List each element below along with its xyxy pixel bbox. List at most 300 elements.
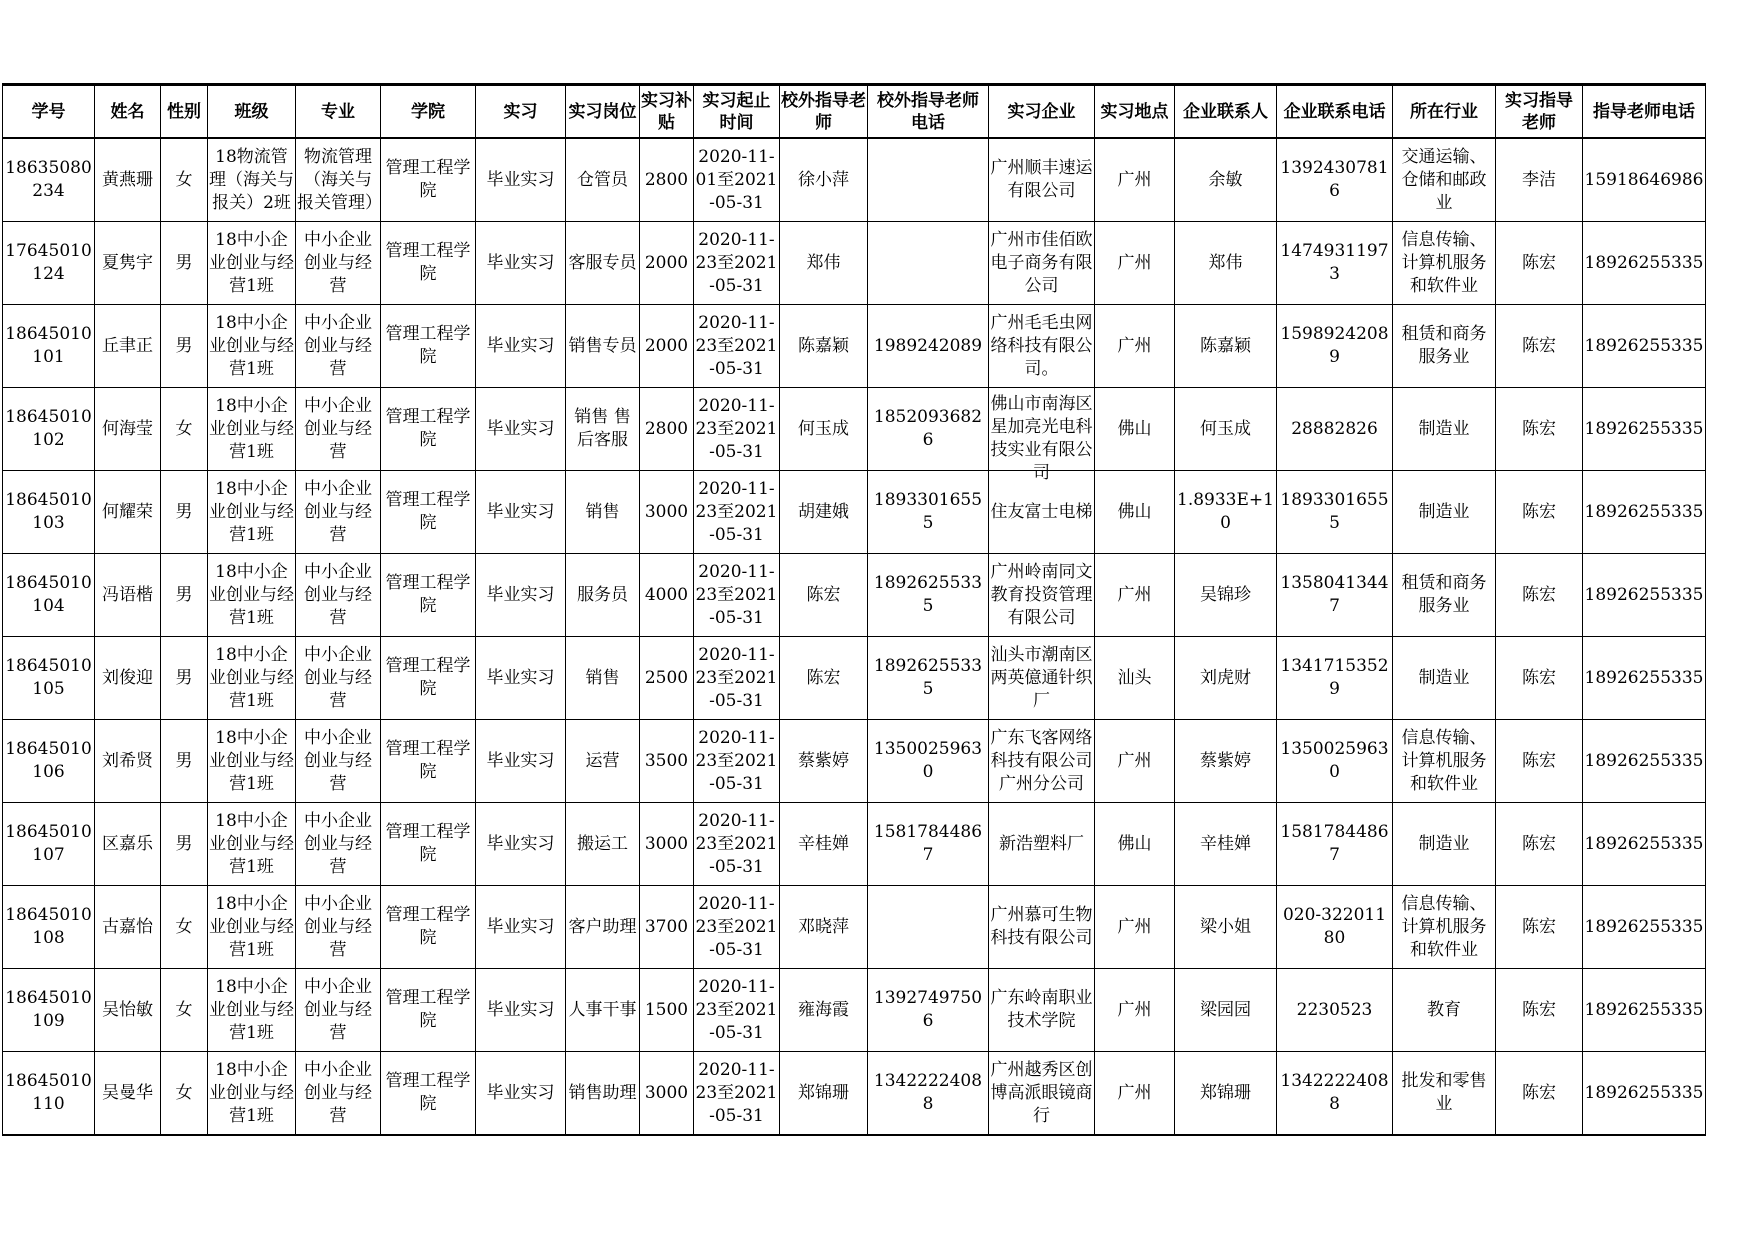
cell-text: 信息传输、计算机服务和软件业 [1401, 893, 1487, 960]
cell-subsidy [640, 222, 694, 305]
cell-external-mentor-phone [868, 138, 989, 222]
cell-mentor-phone [1583, 222, 1706, 305]
cell-text: 18中小企业创业与经营1班 [209, 1059, 294, 1126]
cell-text: 14749311973 [1280, 241, 1389, 284]
cell-location [1095, 388, 1175, 471]
table-row [3, 222, 1706, 305]
cell-text: 18926255335 [1584, 252, 1704, 273]
cell-text: 2020-11-23至2021-05-31 [695, 644, 778, 711]
cell-period [694, 554, 780, 637]
cell-company-phone [1277, 720, 1393, 803]
cell-class [208, 886, 296, 969]
cell-college [381, 720, 476, 803]
cell-text: 2230523 [1296, 999, 1373, 1020]
cell-company-contact [1175, 969, 1277, 1052]
col-period: 实习起止时间 [694, 85, 780, 139]
cell-text: 管理工程学院 [385, 573, 471, 616]
cell-text: 批发和零售业 [1401, 1071, 1487, 1114]
cell-text: 1989242089 [873, 335, 983, 356]
cell-text: 广州 [1117, 999, 1152, 1020]
cell-text: 管理工程学院 [385, 407, 471, 450]
cell-text: 18物流管理（海关与报关）2班 [209, 146, 294, 213]
cell-text: 18645010101 [5, 324, 92, 367]
cell-subsidy [640, 720, 694, 803]
cell-student-id [3, 138, 95, 222]
header-row [3, 85, 1706, 139]
cell-class [208, 388, 296, 471]
cell-subsidy [640, 637, 694, 720]
cell-text: 毕业实习 [486, 252, 555, 273]
col-external-mentor-phone: 校外指导老师电话 [868, 85, 989, 139]
table-row [3, 471, 1706, 554]
col-company-phone: 企业联系电话 [1277, 85, 1393, 139]
cell-company-contact [1175, 138, 1277, 222]
cell-text: 郑锦珊 [1200, 1082, 1251, 1103]
cell-text: 管理工程学院 [385, 490, 471, 533]
cell-text: 信息传输、计算机服务和软件业 [1401, 229, 1487, 296]
table-row [3, 720, 1706, 803]
cell-student-id [3, 471, 95, 554]
cell-text: 18933016555 [1280, 490, 1389, 533]
cell-text: 毕业实习 [486, 999, 555, 1020]
cell-text: 何玉成 [1200, 418, 1251, 439]
cell-text: 刘希贤 [102, 750, 153, 771]
cell-subsidy [640, 471, 694, 554]
cell-period [694, 138, 780, 222]
cell-text: 郑锦珊 [798, 1082, 849, 1103]
cell-text: 毕业实习 [486, 501, 555, 522]
cell-mentor [1496, 554, 1583, 637]
cell-text: 陈宏 [1522, 750, 1556, 771]
cell-position [566, 803, 640, 886]
cell-internship [476, 969, 566, 1052]
cell-text: 陈宏 [1522, 584, 1556, 605]
cell-text: 蔡紫婷 [798, 750, 849, 771]
col-industry: 所在行业 [1393, 85, 1496, 139]
cell-text: 新浩塑料厂 [999, 833, 1084, 854]
cell-company-phone [1277, 471, 1393, 554]
cell-text: 郑伟 [806, 252, 841, 273]
cell-period [694, 803, 780, 886]
cell-text: 中小企业创业与经营 [304, 976, 372, 1043]
cell-text: 吴曼华 [102, 1082, 153, 1103]
cell-text: 2020-11-23至2021-05-31 [695, 976, 778, 1043]
cell-text: 客户助理 [568, 916, 637, 937]
cell-company [989, 138, 1095, 222]
cell-text: 17645010124 [5, 241, 92, 284]
cell-text: 毕业实习 [486, 335, 555, 356]
cell-text: 中小企业创业与经营 [304, 810, 372, 877]
cell-class [208, 222, 296, 305]
cell-external-mentor [780, 886, 868, 969]
cell-position [566, 720, 640, 803]
cell-internship [476, 222, 566, 305]
cell-text: 广州 [1117, 252, 1152, 273]
cell-text: 15817844867 [1280, 822, 1389, 865]
cell-external-mentor [780, 305, 868, 388]
cell-external-mentor [780, 803, 868, 886]
cell-college [381, 1052, 476, 1136]
cell-position [566, 388, 640, 471]
col-internship: 实习 [476, 85, 566, 139]
cell-mentor-phone [1583, 1052, 1706, 1136]
cell-text: 管理工程学院 [385, 739, 471, 782]
cell-internship [476, 1052, 566, 1136]
cell-college [381, 305, 476, 388]
cell-text: 2020-11-23至2021-05-31 [695, 727, 778, 794]
cell-name [95, 1052, 161, 1136]
cell-company [989, 305, 1095, 388]
col-student-id: 学号 [3, 85, 95, 139]
cell-text: 广州 [1117, 750, 1152, 771]
cell-text: 男 [175, 335, 193, 356]
cell-text: 毕业实习 [486, 916, 555, 937]
cell-text: 毕业实习 [486, 750, 555, 771]
cell-mentor [1496, 803, 1583, 886]
col-college: 学院 [381, 85, 476, 139]
cell-text: 18中小企业创业与经营1班 [209, 561, 294, 628]
cell-class [208, 305, 296, 388]
cell-period [694, 637, 780, 720]
cell-position [566, 305, 640, 388]
cell-major [296, 388, 381, 471]
cell-text: 2020-11-23至2021-05-31 [695, 229, 778, 296]
cell-text: 销售助理 [568, 1082, 637, 1103]
table-row [3, 803, 1706, 886]
cell-company-contact [1175, 554, 1277, 637]
cell-class [208, 471, 296, 554]
cell-text: 汕头 [1117, 667, 1152, 688]
cell-subsidy [640, 886, 694, 969]
cell-text: 陈宏 [1522, 1082, 1556, 1103]
cell-text: 陈宏 [1522, 916, 1556, 937]
cell-mentor-phone [1583, 138, 1706, 222]
cell-location [1095, 803, 1175, 886]
cell-text: 陈宏 [806, 667, 841, 688]
cell-text: 18645010109 [5, 988, 92, 1031]
cell-company-phone [1277, 138, 1393, 222]
cell-company [989, 720, 1095, 803]
cell-class [208, 138, 296, 222]
cell-text: 刘虎财 [1200, 667, 1251, 688]
cell-text: 男 [175, 501, 193, 522]
cell-text: 18中小企业创业与经营1班 [209, 976, 294, 1043]
cell-text: 男 [175, 750, 193, 771]
cell-text: 中小企业创业与经营 [304, 893, 372, 960]
cell-text: 运营 [585, 750, 620, 771]
col-company: 实习企业 [989, 85, 1095, 139]
cell-text: 中小企业创业与经营 [304, 395, 372, 462]
cell-company-phone [1277, 222, 1393, 305]
cell-industry [1393, 637, 1496, 720]
cell-text: 2000 [644, 335, 689, 356]
cell-text: 销售 售后客服 [574, 407, 631, 450]
cell-external-mentor-phone [868, 305, 989, 388]
cell-text: 18520936826 [873, 407, 983, 450]
cell-text: 汕头市潮南区两英億通针织厂 [990, 644, 1093, 711]
cell-external-mentor-phone [868, 388, 989, 471]
cell-company-phone [1277, 305, 1393, 388]
cell-gender [161, 305, 208, 388]
col-gender: 性别 [161, 85, 208, 139]
cell-text: 中小企业创业与经营 [304, 478, 372, 545]
cell-text: 13927497506 [873, 988, 983, 1031]
cell-text: 佛山市南海区星加亮光电科技实业有限公司 [990, 394, 1093, 483]
cell-text: 18中小企业创业与经营1班 [209, 810, 294, 877]
cell-text: 18926255335 [873, 656, 983, 699]
cell-industry [1393, 720, 1496, 803]
cell-text: 管理工程学院 [385, 158, 471, 201]
cell-college [381, 803, 476, 886]
cell-text: 广州毛毛虫网络科技有限公司。 [990, 312, 1093, 379]
cell-text: 中小企业创业与经营 [304, 561, 372, 628]
cell-text: 广州市佳佰欧电子商务有限公司 [990, 229, 1093, 296]
cell-external-mentor [780, 554, 868, 637]
cell-major [296, 554, 381, 637]
cell-text: 毕业实习 [486, 169, 555, 190]
cell-location [1095, 554, 1175, 637]
cell-internship [476, 388, 566, 471]
cell-text: 毕业实习 [486, 1082, 555, 1103]
cell-external-mentor-phone [868, 803, 989, 886]
cell-text: 18635080234 [5, 158, 92, 201]
cell-mentor-phone [1583, 305, 1706, 388]
cell-text: 胡建娥 [798, 501, 849, 522]
cell-text: 陈宏 [1522, 418, 1556, 439]
cell-student-id [3, 969, 95, 1052]
cell-text: 男 [175, 252, 193, 273]
cell-subsidy [640, 969, 694, 1052]
cell-mentor [1496, 637, 1583, 720]
cell-text: 女 [175, 999, 193, 1020]
cell-external-mentor-phone [868, 720, 989, 803]
cell-text: 2020-11-01至2021-05-31 [695, 146, 778, 213]
cell-external-mentor-phone [868, 471, 989, 554]
cell-position [566, 637, 640, 720]
cell-text: 销售专员 [568, 335, 637, 356]
cell-major [296, 305, 381, 388]
cell-company-contact [1175, 803, 1277, 886]
cell-company-contact [1175, 471, 1277, 554]
cell-text: 18926255335 [1584, 833, 1704, 854]
cell-location [1095, 969, 1175, 1052]
cell-mentor-phone [1583, 637, 1706, 720]
cell-text: 18933016555 [873, 490, 983, 533]
cell-internship [476, 138, 566, 222]
cell-text: 18926255335 [1584, 916, 1704, 937]
cell-name [95, 471, 161, 554]
cell-text: 18926255335 [1584, 335, 1704, 356]
cell-location [1095, 637, 1175, 720]
col-external-mentor: 校外指导老师 [780, 85, 868, 139]
cell-text: 郑伟 [1208, 252, 1243, 273]
cell-text: 广州 [1117, 916, 1152, 937]
cell-college [381, 969, 476, 1052]
cell-mentor [1496, 305, 1583, 388]
cell-name [95, 637, 161, 720]
cell-text: 物流管理（海关与报关管理） [297, 146, 382, 213]
table-row [3, 388, 1706, 471]
cell-location [1095, 1052, 1175, 1136]
cell-text: 2020-11-23至2021-05-31 [695, 893, 778, 960]
cell-company-contact [1175, 720, 1277, 803]
cell-text: 租赁和商务服务业 [1401, 573, 1487, 616]
cell-position [566, 886, 640, 969]
cell-company-contact [1175, 388, 1277, 471]
cell-text: 3000 [644, 1082, 689, 1103]
cell-class [208, 720, 296, 803]
col-company-contact: 企业联系人 [1175, 85, 1277, 139]
cell-major [296, 803, 381, 886]
cell-gender [161, 222, 208, 305]
cell-text: 18926255335 [1584, 750, 1704, 771]
cell-internship [476, 637, 566, 720]
cell-text: 2020-11-23至2021-05-31 [695, 312, 778, 379]
cell-company-phone [1277, 637, 1393, 720]
cell-subsidy [640, 803, 694, 886]
table-row [3, 637, 1706, 720]
cell-text: 何耀荣 [102, 501, 153, 522]
cell-gender [161, 969, 208, 1052]
cell-text: 中小企业创业与经营 [304, 727, 372, 794]
cell-gender [161, 720, 208, 803]
cell-industry [1393, 222, 1496, 305]
cell-mentor [1496, 471, 1583, 554]
cell-gender [161, 554, 208, 637]
cell-text: 陈宏 [1522, 252, 1556, 273]
cell-text: 管理工程学院 [385, 241, 471, 284]
cell-text: 18926255335 [1584, 999, 1704, 1020]
cell-text: 徐小萍 [798, 169, 849, 190]
cell-text: 2000 [644, 252, 689, 273]
cell-major [296, 471, 381, 554]
cell-mentor-phone [1583, 720, 1706, 803]
cell-subsidy [640, 388, 694, 471]
cell-text: 2800 [644, 418, 689, 439]
cell-text: 广州慕可生物科技有限公司 [990, 905, 1093, 948]
cell-text: 雍海霞 [798, 999, 849, 1020]
cell-gender [161, 1052, 208, 1136]
cell-college [381, 138, 476, 222]
cell-text: 信息传输、计算机服务和软件业 [1401, 727, 1487, 794]
cell-gender [161, 388, 208, 471]
cell-position [566, 1052, 640, 1136]
cell-name [95, 138, 161, 222]
cell-company-contact [1175, 1052, 1277, 1136]
cell-external-mentor-phone [868, 886, 989, 969]
cell-major [296, 222, 381, 305]
cell-text: 陈宏 [1522, 833, 1556, 854]
cell-industry [1393, 388, 1496, 471]
cell-text: 18926255335 [1584, 1082, 1704, 1103]
cell-external-mentor [780, 1052, 868, 1136]
cell-mentor [1496, 969, 1583, 1052]
cell-mentor-phone [1583, 554, 1706, 637]
cell-mentor [1496, 886, 1583, 969]
cell-major [296, 138, 381, 222]
cell-text: 中小企业创业与经营 [304, 644, 372, 711]
cell-class [208, 969, 296, 1052]
cell-text: 18中小企业创业与经营1班 [209, 229, 294, 296]
cell-text: 020-32201180 [1282, 905, 1387, 948]
cell-text: 辛桂婵 [798, 833, 849, 854]
cell-text: 3000 [644, 833, 689, 854]
cell-internship [476, 471, 566, 554]
cell-text: 广州 [1117, 335, 1152, 356]
cell-period [694, 388, 780, 471]
cell-text: 女 [175, 169, 193, 190]
cell-text: 夏隽宇 [102, 252, 153, 273]
internship-table [2, 83, 1706, 1136]
cell-text: 18645010108 [5, 905, 92, 948]
cell-company [989, 803, 1095, 886]
cell-text: 2020-11-23至2021-05-31 [695, 478, 778, 545]
cell-college [381, 222, 476, 305]
cell-major [296, 886, 381, 969]
cell-company [989, 1052, 1095, 1136]
cell-text: 2020-11-23至2021-05-31 [695, 810, 778, 877]
cell-period [694, 222, 780, 305]
cell-college [381, 886, 476, 969]
table-row [3, 969, 1706, 1052]
cell-position [566, 471, 640, 554]
cell-text: 13422224088 [873, 1071, 983, 1114]
cell-text: 2020-11-23至2021-05-31 [695, 395, 778, 462]
cell-text: 梁园园 [1200, 999, 1251, 1020]
cell-name [95, 969, 161, 1052]
cell-text: 13500259630 [1280, 739, 1389, 782]
cell-external-mentor [780, 388, 868, 471]
cell-text: 制造业 [1418, 667, 1470, 688]
cell-text: 18645010102 [5, 407, 92, 450]
cell-subsidy [640, 1052, 694, 1136]
cell-company-contact [1175, 886, 1277, 969]
cell-text: 女 [175, 1082, 193, 1103]
cell-text: 管理工程学院 [385, 905, 471, 948]
cell-company-phone [1277, 554, 1393, 637]
cell-position [566, 969, 640, 1052]
cell-text: 15817844867 [873, 822, 983, 865]
cell-text: 人事干事 [568, 999, 637, 1020]
cell-text: 管理工程学院 [385, 1071, 471, 1114]
cell-text: 佛山 [1117, 418, 1152, 439]
cell-text: 制造业 [1418, 418, 1470, 439]
cell-text: 广东飞客网络科技有限公司广州分公司 [990, 727, 1093, 794]
cell-mentor-phone [1583, 471, 1706, 554]
cell-company-phone [1277, 969, 1393, 1052]
cell-location [1095, 720, 1175, 803]
cell-period [694, 471, 780, 554]
cell-position [566, 138, 640, 222]
cell-company [989, 222, 1095, 305]
cell-text: 广州 [1117, 1082, 1152, 1103]
cell-text: 中小企业创业与经营 [304, 312, 372, 379]
cell-class [208, 554, 296, 637]
cell-gender [161, 886, 208, 969]
cell-text: 毕业实习 [486, 667, 555, 688]
cell-text: 李洁 [1522, 169, 1556, 190]
cell-industry [1393, 1052, 1496, 1136]
cell-text: 广东岭南职业技术学院 [990, 988, 1093, 1031]
cell-text: 广州越秀区创博高派眼镜商行 [990, 1059, 1093, 1126]
cell-period [694, 720, 780, 803]
cell-text: 13500259630 [873, 739, 983, 782]
cell-company-phone [1277, 886, 1393, 969]
cell-company [989, 886, 1095, 969]
cell-company [989, 554, 1095, 637]
cell-internship [476, 886, 566, 969]
cell-text: 13417153529 [1280, 656, 1389, 699]
